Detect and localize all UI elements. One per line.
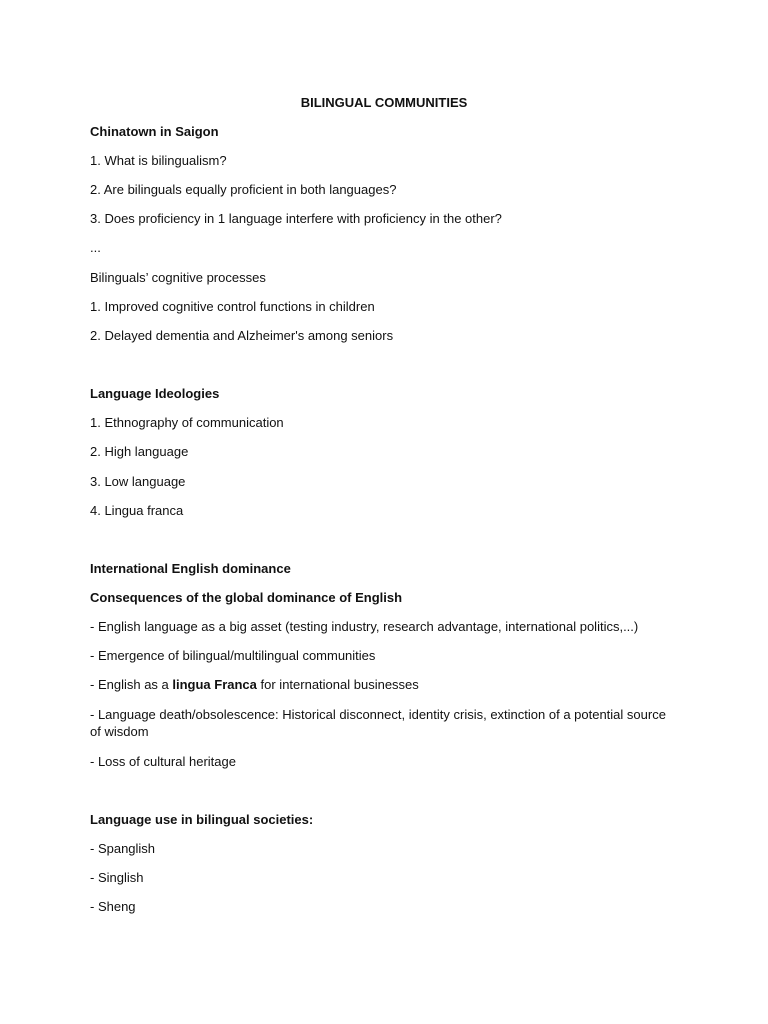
consequence-item: - English language as a big asset (testing industry, research advantage, international politics,...) — [90, 619, 639, 634]
lingua-franca-term: lingua Franca — [172, 677, 257, 692]
consequence-item-heritage: - Loss of cultural heritage — [90, 754, 236, 769]
section-heading-chinatown: Chinatown in Saigon — [90, 124, 219, 139]
ideology-item: 3. Low language — [90, 474, 186, 489]
ellipsis-line: ... — [90, 240, 101, 255]
language-use-item: - Sheng — [90, 899, 136, 914]
ideology-item: 4. Lingua franca — [90, 503, 184, 518]
question-item: 2. Are bilinguals equally proficient in both languages? — [90, 182, 397, 197]
section-heading-ideologies: Language Ideologies — [90, 386, 220, 401]
cognitive-point: 1. Improved cognitive control functions in children — [90, 299, 375, 314]
consequence-item-language-death: - Language death/obsolescence: Historical disconnect, identity crisis, extinction of a potential source of wisdom — [90, 707, 666, 739]
consequence-item: - Emergence of bilingual/multilingual communities — [90, 648, 376, 663]
subheading-cognitive: Bilinguals’ cognitive processes — [90, 270, 266, 285]
section-heading-english-dominance: International English dominance — [90, 561, 291, 576]
question-item: 3. Does proficiency in 1 language interfere with proficiency in the other? — [90, 211, 502, 226]
section-heading-language-use: Language use in bilingual societies: — [90, 812, 314, 827]
cognitive-point: 2. Delayed dementia and Alzheimer's among seniors — [90, 328, 394, 343]
language-use-item: - Singlish — [90, 870, 144, 885]
language-use-item: - Spanglish — [90, 841, 156, 856]
lingua-suffix: for international businesses — [256, 677, 419, 692]
subheading-consequences: Consequences of the global dominance of English — [90, 590, 403, 605]
question-item: 1. What is bilingualism? — [90, 153, 227, 168]
ideology-item: 2. High language — [90, 444, 189, 459]
document-title: BILINGUAL COMMUNITIES — [300, 95, 468, 110]
ideology-item: 1. Ethnography of communication — [90, 415, 284, 430]
consequence-item-lingua-franca — [90, 676, 419, 693]
lingua-prefix: - English as a — [90, 677, 173, 692]
